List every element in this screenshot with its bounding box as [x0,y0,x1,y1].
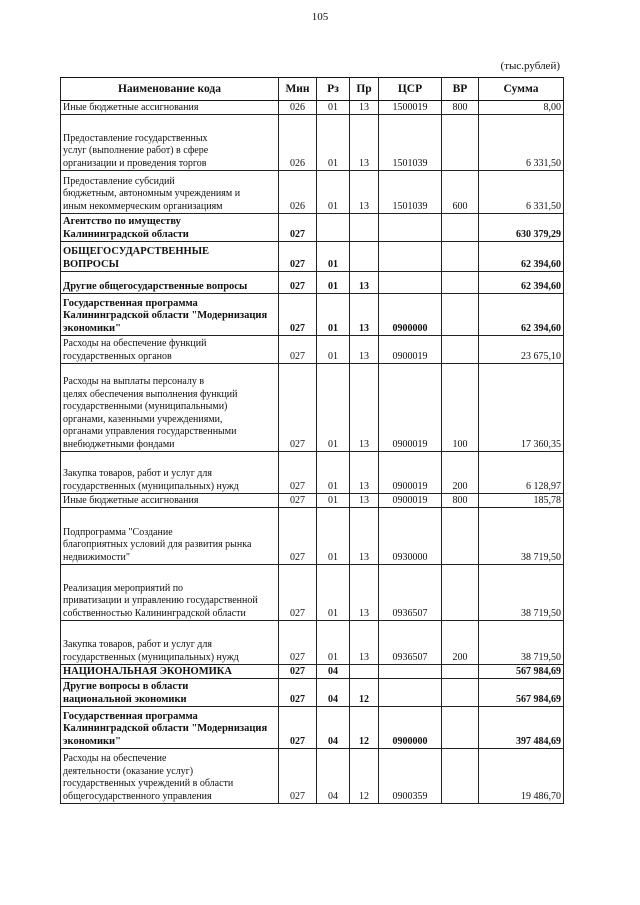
cell-csr: 0900359 [379,749,442,804]
cell-min: 027 [279,272,317,294]
cell-sum: 6 331,50 [479,115,564,171]
cell-rz: 01 [317,494,350,508]
cell-sum: 397 484,69 [479,707,564,749]
cell-csr: 0930000 [379,508,442,565]
cell-vr [442,115,479,171]
cell-pr: 13 [350,336,379,364]
cell-vr [442,336,479,364]
cell-rz: 01 [317,621,350,665]
cell-vr [442,665,479,679]
header-csr: ЦСР [379,78,442,101]
cell-name: Расходы на обеспечение функций государственных органов [61,336,279,364]
table-row [61,452,564,494]
header-pr: Пр [350,78,379,101]
header-min: Мин [279,78,317,101]
cell-rz: 01 [317,101,350,115]
cell-pr: 13 [350,452,379,494]
cell-rz: 01 [317,565,350,621]
cell-rz: 01 [317,294,350,336]
cell-vr [442,749,479,804]
cell-vr [442,272,479,294]
cell-csr: 1500019 [379,101,442,115]
cell-min: 027 [279,749,317,804]
table-row [61,242,564,272]
table-row [61,336,564,364]
cell-min: 027 [279,452,317,494]
cell-sum: 185,78 [479,494,564,508]
cell-sum: 62 394,60 [479,294,564,336]
cell-pr [350,214,379,242]
cell-name: Агентство по имуществу Калининградской области [61,214,279,242]
cell-sum: 6 331,50 [479,171,564,214]
cell-csr [379,665,442,679]
table-row [61,508,564,565]
cell-min: 027 [279,707,317,749]
cell-min: 027 [279,364,317,452]
header-rz: Рз [317,78,350,101]
cell-pr: 13 [350,494,379,508]
cell-vr: 200 [442,621,479,665]
cell-rz: 01 [317,115,350,171]
cell-csr: 0900019 [379,336,442,364]
cell-sum: 38 719,50 [479,621,564,665]
cell-sum: 630 379,29 [479,214,564,242]
cell-sum: 567 984,69 [479,679,564,707]
cell-rz: 04 [317,749,350,804]
cell-csr: 0900000 [379,707,442,749]
cell-vr [442,508,479,565]
units-label: (тыс.рублей) [500,60,560,72]
cell-min: 027 [279,679,317,707]
cell-name: Иные бюджетные ассигнования [61,494,279,508]
cell-vr: 600 [442,171,479,214]
table-header-row [61,78,564,101]
header-name: Наименование кода [61,78,279,101]
cell-csr: 0900019 [379,452,442,494]
cell-vr: 800 [442,494,479,508]
cell-min: 027 [279,294,317,336]
cell-rz: 01 [317,171,350,214]
cell-name: Государственная программа Калининградской области "Модернизация экономики" [61,294,279,336]
cell-pr [350,665,379,679]
table-row [61,679,564,707]
cell-min: 027 [279,508,317,565]
table-row [61,294,564,336]
cell-min: 026 [279,171,317,214]
cell-name: Реализация мероприятий по приватизации и управлению государственной собственностью Калининградской области [61,565,279,621]
cell-name: Государственная программа Калининградской области "Модернизация экономики" [61,707,279,749]
table-row [61,621,564,665]
header-vr: ВР [442,78,479,101]
cell-csr [379,272,442,294]
cell-pr: 12 [350,679,379,707]
table-row [61,494,564,508]
cell-name: Закупка товаров, работ и услуг для государственных (муниципальных) нужд [61,621,279,665]
cell-csr [379,242,442,272]
budget-table [60,77,564,804]
cell-min: 026 [279,101,317,115]
cell-vr [442,565,479,621]
cell-name: Расходы на обеспечение деятельности (оказание услуг) государственных учреждений в области общегосударственного управления [61,749,279,804]
cell-csr: 0936507 [379,621,442,665]
cell-rz: 04 [317,679,350,707]
cell-pr: 13 [350,294,379,336]
cell-sum: 17 360,35 [479,364,564,452]
cell-pr: 13 [350,565,379,621]
cell-csr: 1501039 [379,115,442,171]
table-row [61,665,564,679]
table-row [61,214,564,242]
cell-sum: 19 486,70 [479,749,564,804]
cell-vr: 200 [442,452,479,494]
page-number: 105 [311,11,329,23]
cell-name: ОБЩЕГОСУДАРСТВЕННЫЕ ВОПРОСЫ [61,242,279,272]
cell-name: Предоставление субсидий бюджетным, автономным учреждениям и иным некоммерческим организациям [61,171,279,214]
cell-vr [442,294,479,336]
cell-min: 026 [279,115,317,171]
header-sum: Сумма [479,78,564,101]
table-row [61,101,564,115]
cell-pr: 13 [350,621,379,665]
cell-sum: 23 675,10 [479,336,564,364]
cell-min: 027 [279,242,317,272]
cell-name: Иные бюджетные ассигнования [61,101,279,115]
cell-vr: 800 [442,101,479,115]
table-row [61,565,564,621]
cell-csr: 0900019 [379,364,442,452]
cell-csr: 1501039 [379,171,442,214]
cell-pr: 13 [350,272,379,294]
cell-pr [350,242,379,272]
cell-rz: 01 [317,336,350,364]
table-body [61,101,564,804]
cell-pr: 13 [350,508,379,565]
cell-rz: 01 [317,508,350,565]
cell-min: 027 [279,336,317,364]
table-row [61,272,564,294]
cell-name: Закупка товаров, работ и услуг для государственных (муниципальных) нужд [61,452,279,494]
cell-name: Другие вопросы в области национальной экономики [61,679,279,707]
cell-pr: 13 [350,101,379,115]
cell-sum: 38 719,50 [479,508,564,565]
cell-rz: 04 [317,707,350,749]
cell-min: 027 [279,565,317,621]
cell-csr [379,679,442,707]
table-row [61,115,564,171]
cell-vr: 100 [442,364,479,452]
cell-pr: 12 [350,707,379,749]
cell-csr [379,214,442,242]
cell-rz: 01 [317,272,350,294]
cell-vr [442,242,479,272]
table-row [61,171,564,214]
cell-sum: 567 984,69 [479,665,564,679]
cell-pr: 13 [350,171,379,214]
cell-csr: 0900019 [379,494,442,508]
cell-sum: 38 719,50 [479,565,564,621]
cell-rz: 01 [317,452,350,494]
table-row [61,707,564,749]
cell-sum: 62 394,60 [479,272,564,294]
cell-min: 027 [279,214,317,242]
cell-min: 027 [279,665,317,679]
cell-pr: 13 [350,364,379,452]
cell-pr: 12 [350,749,379,804]
cell-vr [442,707,479,749]
cell-rz [317,214,350,242]
cell-name: Расходы на выплаты персоналу в целях обеспечения выполнения функций государственными (муниципальными) органами, казенными учреждениями, органами управления государственными внебюджетными фондами [61,364,279,452]
cell-vr [442,214,479,242]
cell-rz: 04 [317,665,350,679]
cell-name: Другие общегосударственные вопросы [61,272,279,294]
cell-min: 027 [279,621,317,665]
cell-rz: 01 [317,364,350,452]
cell-rz: 01 [317,242,350,272]
cell-name: Подпрограмма "Создание благоприятных условий для развития рынка недвижимости" [61,508,279,565]
cell-csr: 0900000 [379,294,442,336]
cell-min: 027 [279,494,317,508]
cell-sum: 6 128,97 [479,452,564,494]
cell-sum: 8,00 [479,101,564,115]
table-row [61,749,564,804]
cell-vr [442,679,479,707]
cell-sum: 62 394,60 [479,242,564,272]
cell-csr: 0936507 [379,565,442,621]
cell-pr: 13 [350,115,379,171]
cell-name: НАЦИОНАЛЬНАЯ ЭКОНОМИКА [61,665,279,679]
cell-name: Предоставление государственных услуг (выполнение работ) в сфере организации и проведения торгов [61,115,279,171]
table-row [61,364,564,452]
